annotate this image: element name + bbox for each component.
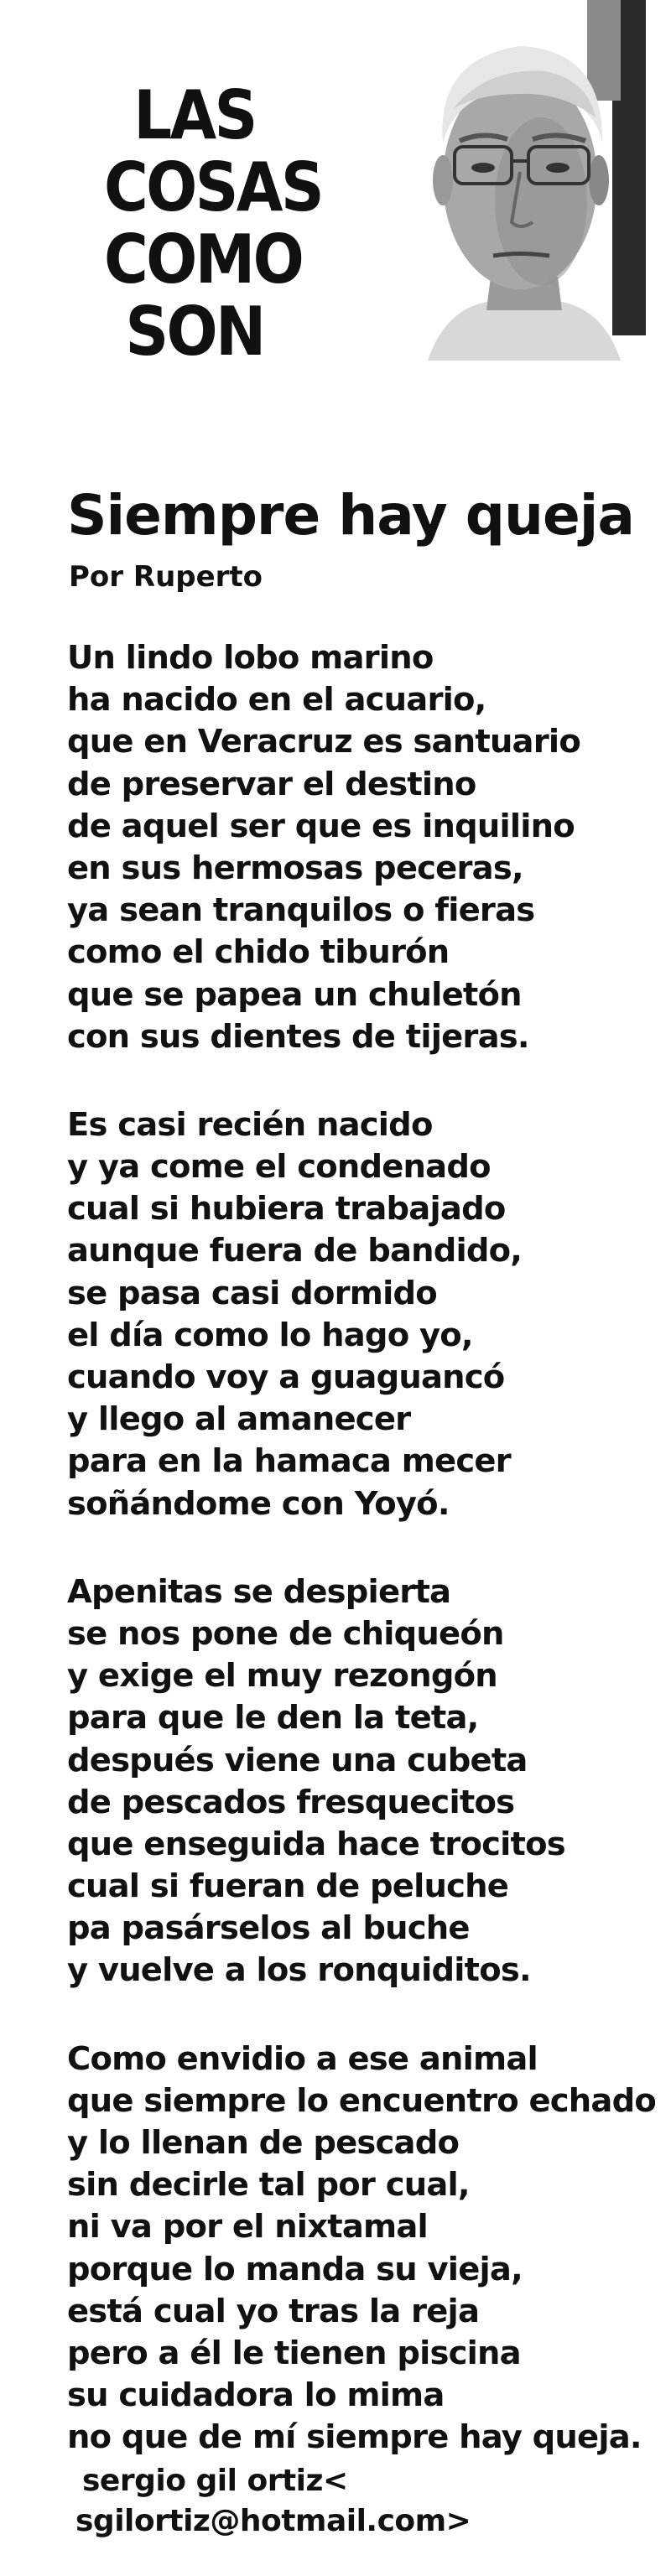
poem-line: Es casi recién nacido [67,1105,433,1144]
poem-line: con sus dientes de tijeras. [67,1017,529,1056]
portrait-ear [589,155,609,205]
poem-line: cual si hubiera trabajado [67,1190,506,1228]
column-title-line: COMO [104,221,303,299]
poem-line: que enseguida hace trocitos [67,1825,565,1863]
poem-stanza [67,2038,654,2459]
portrait-background [587,0,621,101]
poem-stanza [67,637,654,1058]
poem-line: no que de mí siempre hay queja. [67,2418,642,2457]
poem-stanza [67,1104,654,1525]
poem-line: en sus hermosas peceras, [67,849,523,887]
poem-line: y llego al amanecer [67,1400,411,1439]
author-name: sergio gil ortiz< [82,2464,348,2498]
poem-line: Apenitas se despierta [67,1572,451,1611]
poem-line: como el chido tiburón [67,933,450,972]
poem-line: aunque fuera de bandido, [67,1232,523,1270]
poem-line: que siempre lo encuentro echado [67,2081,656,2120]
article-title: Siempre hay queja [67,483,634,548]
poem-line: de preservar el destino [67,765,476,803]
column-header [0,0,671,436]
column-title-line: SON [125,293,264,371]
article-byline: Por Ruperto [69,560,263,594]
portrait-shirt [428,302,621,361]
poem-line: de aquel ser que es inquilino [67,807,575,845]
poem-line: pa pasárselos al buche [67,1909,470,1948]
poem-line: que en Veracruz es santuario [67,723,580,761]
poem-line: porque lo manda su vieja, [67,2250,523,2288]
portrait-eye [546,163,570,173]
poem-body [67,637,654,2506]
portrait-ear [433,155,453,205]
poem-line: ha nacido en el acuario, [67,681,486,719]
poem-line: cual si fueran de peluche [67,1867,509,1906]
poem-line: el día como lo hago yo, [67,1316,473,1354]
author-signature [75,2461,471,2542]
poem-line: está cual yo tras la reja [67,2292,480,2330]
poem-line: para en la hamaca mecer [67,1442,511,1481]
poem-line: y vuelve a los ronquiditos. [67,1951,531,1990]
column-title-line: COSAS [104,148,322,226]
poem-line: de pescados fresquecitos [67,1783,515,1821]
author-portrait [394,0,646,361]
poem-line: ni va por el nixtamal [67,2208,428,2246]
poem-line: Como envidio a ese animal [67,2039,538,2078]
poem-line: y exige el muy rezongón [67,1657,497,1696]
author-email: sgilortiz@hotmail.com> [75,2504,471,2538]
poem-line: que se papea un chuletón [67,975,522,1014]
poem-line: para que le den la teta, [67,1699,479,1737]
column-title-line: LAS [133,76,256,154]
poem-stanza [67,1571,654,1992]
poem-line: su cuidadora lo mima [67,2376,445,2415]
poem-line: soñándome con Yoyó. [67,1484,450,1523]
poem-line: se nos pone de chiqueón [67,1614,504,1653]
portrait-eye [471,163,495,173]
portrait-mouth [493,254,549,257]
poem-line: pero a él le tienen piscina [67,2334,521,2372]
poem-line: se pasa casi dormido [67,1274,437,1312]
column-title [94,76,322,371]
poem-line: ya sean tranquilos o fieras [67,891,535,930]
poem-line: sin decirle tal por cual, [67,2166,470,2205]
poem-line: Un lindo lobo marino [67,639,434,677]
poem-line: cuando voy a guaguancó [67,1358,505,1396]
poem-line: y lo llenan de pescado [67,2124,460,2162]
portrait-shadow [495,117,587,285]
poem-line: después viene una cubeta [67,1741,528,1779]
poem-line: y ya come el condenado [67,1148,491,1187]
